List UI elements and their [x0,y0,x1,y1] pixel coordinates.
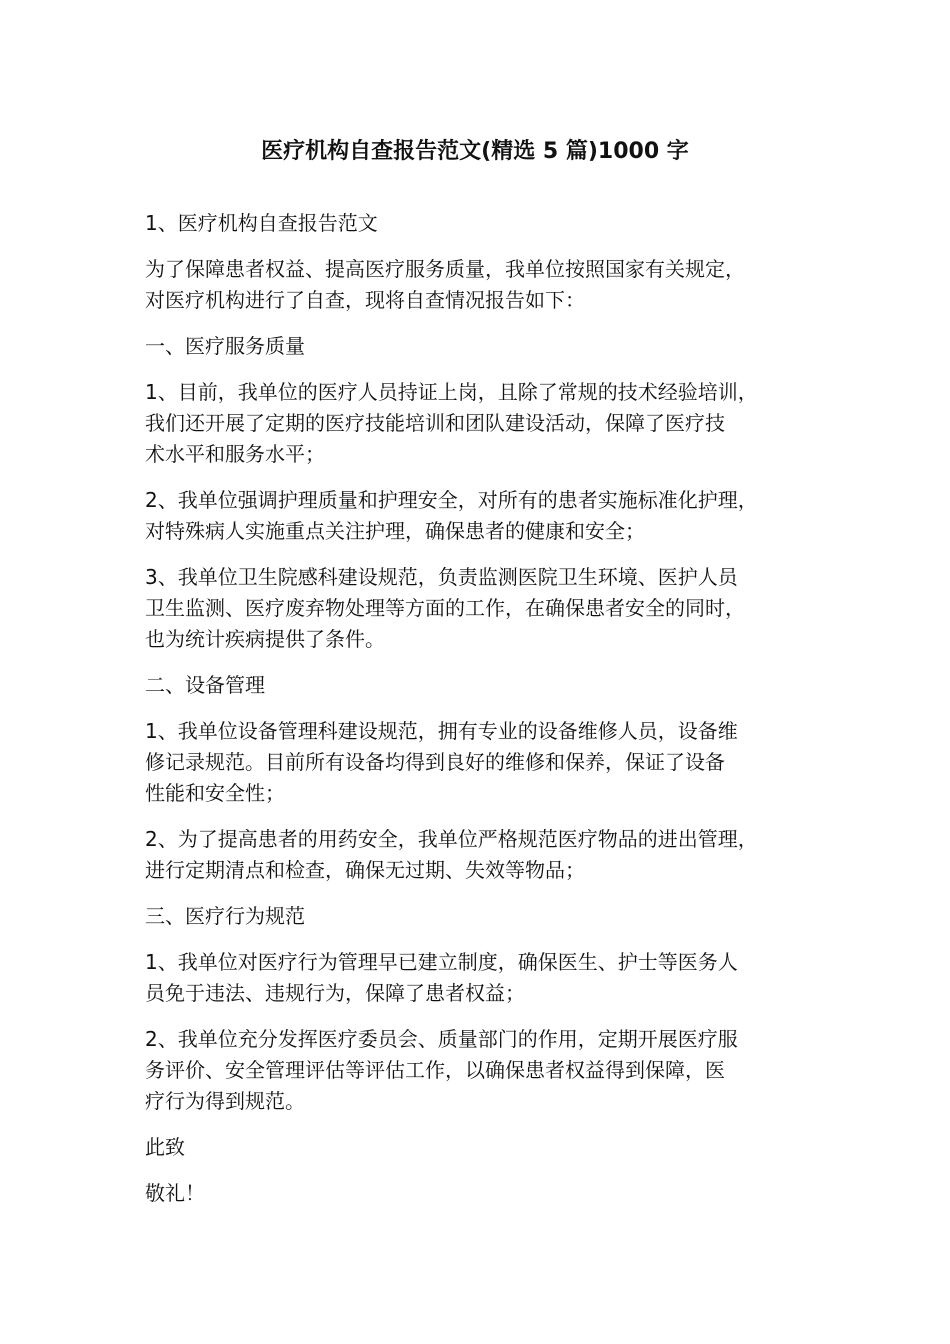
paragraph [145,377,835,470]
text-line: 二、设备管理 [145,673,265,697]
text-line: 术水平和服务水平； [145,442,325,466]
text-line: 进行定期清点和检查，确保无过期、失效等物品； [145,858,585,882]
document-body [145,208,835,1224]
text-line: 3、我单位卫生院感科建设规范，负责监测医院卫生环境、医护人员 [145,565,738,589]
paragraph [145,824,835,886]
text-line: 2、我单位充分发挥医疗委员会、质量部门的作用，定期开展医疗服 [145,1027,738,1051]
text-line: 我们还开展了定期的医疗技能培训和团队建设活动，保障了医疗技 [145,411,725,435]
paragraph [145,1178,835,1209]
text-line: 卫生监测、医疗废弃物处理等方面的工作，在确保患者安全的同时， [145,596,745,620]
text-line: 修记录规范。目前所有设备均得到良好的维修和保养，保证了设备 [145,750,725,774]
text-line: 2、我单位强调护理质量和护理安全，对所有的患者实施标准化护理， [145,488,758,512]
text-line: 对特殊病人实施重点关注护理，确保患者的健康和安全； [145,519,645,543]
text-line: 务评价、安全管理评估等评估工作，以确保患者权益得到保障，医 [145,1058,725,1082]
paragraph [145,562,835,655]
text-line: 疗行为得到规范。 [145,1089,305,1113]
text-line: 员免于违法、违规行为，保障了患者权益； [145,981,525,1005]
text-line: 1、我单位对医疗行为管理早已建立制度，确保医生、护士等医务人 [145,950,738,974]
text-line: 此致 [145,1135,185,1159]
text-line: 一、医疗服务质量 [145,334,305,358]
text-line: 为了保障患者权益、提高医疗服务质量，我单位按照国家有关规定， [145,257,745,281]
paragraph [145,485,835,547]
paragraph [145,1024,835,1117]
text-line: 也为统计疾病提供了条件。 [145,627,385,651]
text-line: 三、医疗行为规范 [145,904,305,928]
text-line: 1、我单位设备管理科建设规范，拥有专业的设备维修人员，设备维 [145,719,738,743]
paragraph [145,670,835,701]
text-line: 1、医疗机构自查报告范文 [145,211,378,235]
text-line: 敬礼！ [145,1181,205,1205]
paragraph [145,901,835,932]
paragraph [145,947,835,1009]
text-line: 2、为了提高患者的用药安全，我单位严格规范医疗物品的进出管理， [145,827,758,851]
paragraph [145,331,835,362]
text-line: 性能和安全性； [145,781,285,805]
text-line: 1、目前，我单位的医疗人员持证上岗，且除了常规的技术经验培训， [145,380,758,404]
paragraph [145,208,835,239]
paragraph [145,716,835,809]
paragraph [145,1132,835,1163]
paragraph [145,254,835,316]
text-line: 对医疗机构进行了自查，现将自查情况报告如下： [145,288,585,312]
document-title: 医疗机构自查报告范文(精选 5 篇)1000 字 [261,139,689,164]
